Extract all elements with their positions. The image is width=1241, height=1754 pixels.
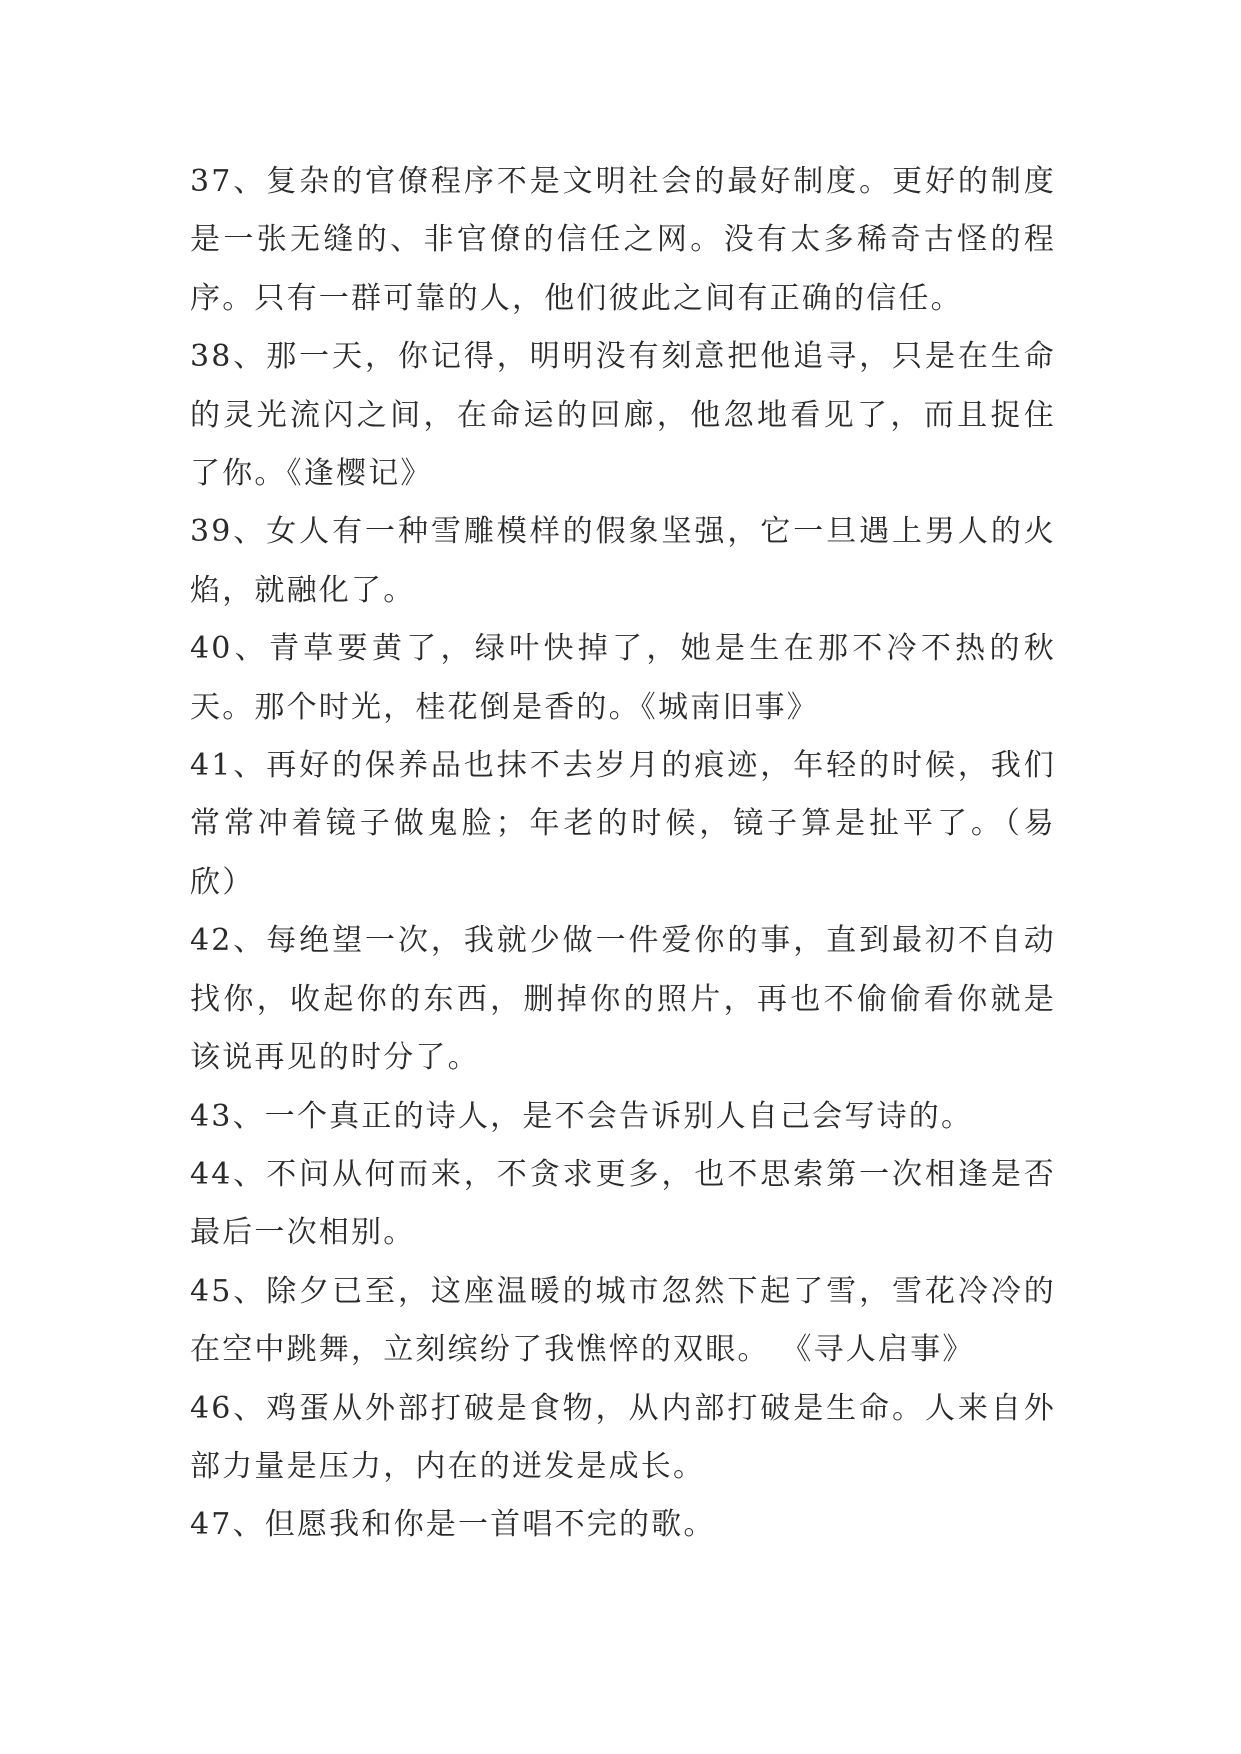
quote-44: 44、不问从何而来，不贪求更多，也不思索第一次相逢是否最后一次相别。 [190,1156,1056,1251]
quote-47: 47、但愿我和你是一首唱不完的歌。 [190,1507,716,1543]
quote-46: 46、鸡蛋从外部打破是食物，从内部打破是生命。人来自外部力量是压力，内在的迸发是成长。 [190,1390,1056,1484]
document-body [190,153,1056,1555]
quote-43: 43、一个真正的诗人，是不会告诉别人自己会写诗的。 [190,1098,974,1134]
quote-40: 40、青草要黄了，绿叶快掉了，她是生在那不冷不热的秋天。那个时光，桂花倒是香的。《城南旧事》 [190,631,1056,725]
quote-45: 45、除夕已至，这座温暖的城市忽然下起了雪，雪花冷冷的在空中跳舞，立刻缤纷了我憔悴的双眼。 《寻人启事》 [190,1273,1056,1368]
quote-37: 37、复杂的官僚程序不是文明社会的最好制度。更好的制度是一张无缝的、非官僚的信任之网。没有太多稀奇古怪的程序。只有一群可靠的人，他们彼此之间有正确的信任。 [190,164,1056,316]
quote-42: 42、每绝望一次，我就少做一件爱你的事，直到最初不自动找你，收起你的东西，删掉你的照片，再也不偷偷看你就是该说再见的时分了。 [190,923,1056,1076]
quote-39: 39、女人有一种雪雕模样的假象坚强，它一旦遇上男人的火焰，就融化了。 [190,514,1056,608]
quote-41: 41、再好的保养品也抹不去岁月的痕迹，年轻的时候，我们常常冲着镜子做鬼脸；年老的时候，镜子算是扯平了。（易欣） [190,748,1056,900]
quote-38: 38、那一天，你记得，明明没有刻意把他追寻，只是在生命的灵光流闪之间，在命运的回廊，他忽地看见了，而且捉住了你。《逢樱记》 [190,339,1056,492]
